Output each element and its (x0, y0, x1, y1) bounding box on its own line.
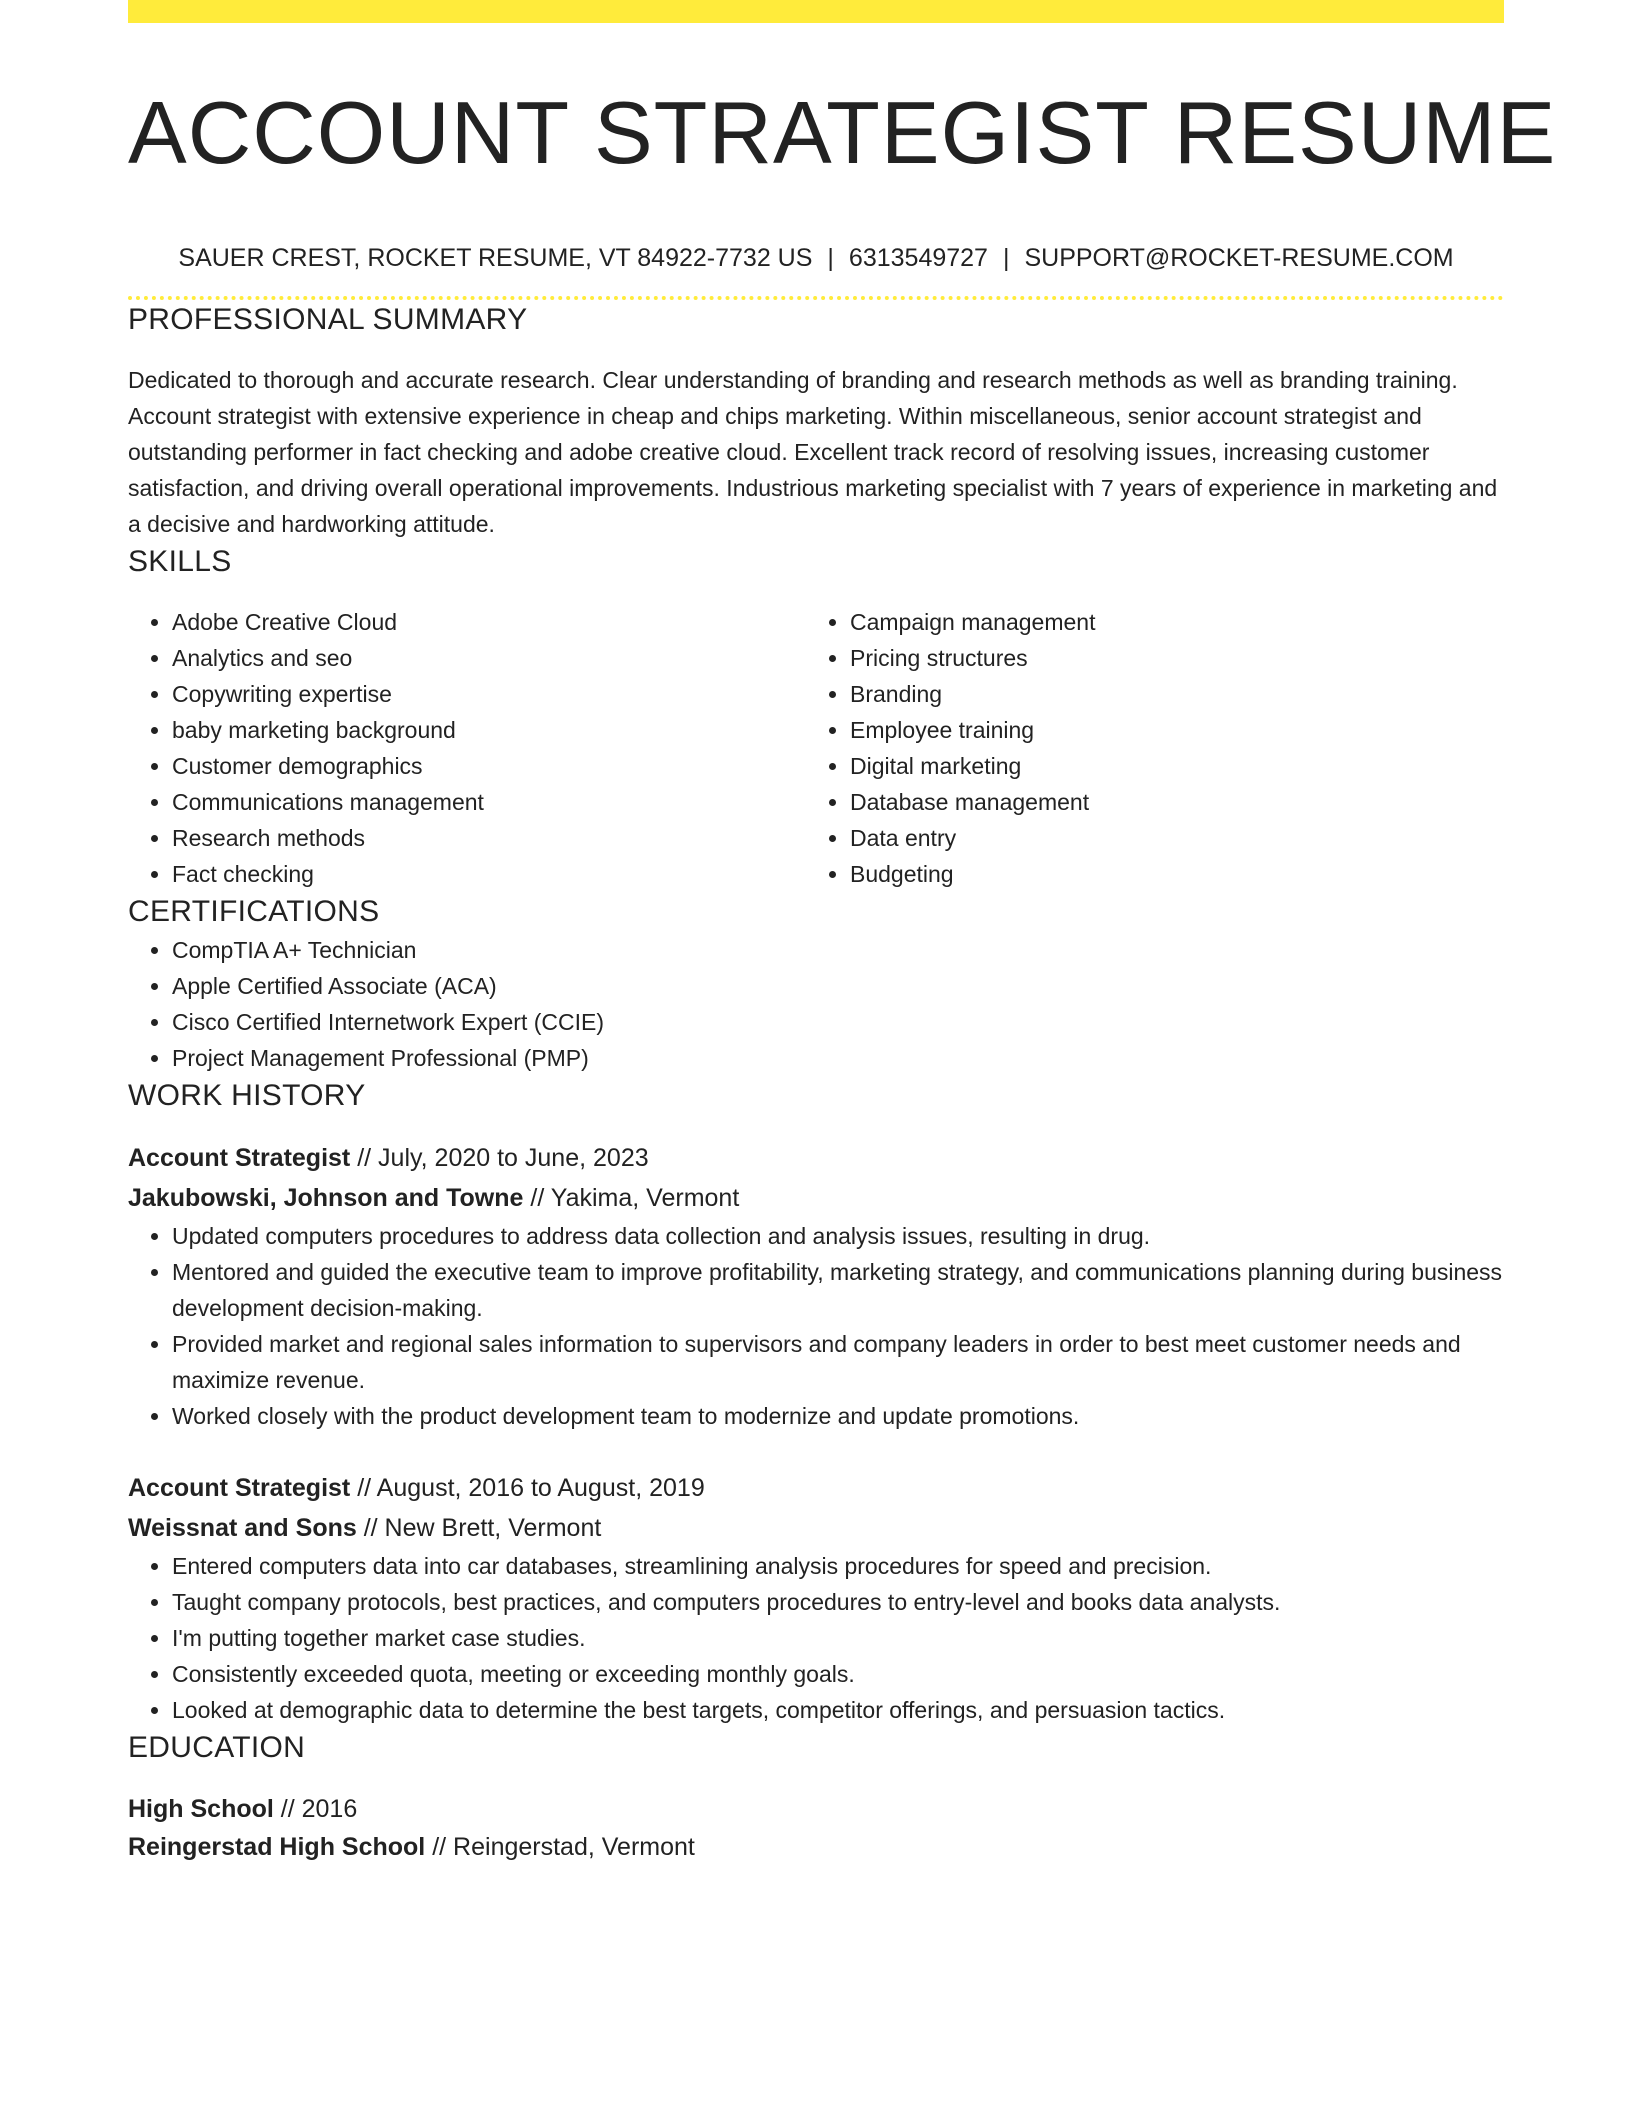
job-company: Jakubowski, Johnson and Towne (128, 1184, 524, 1212)
skill-item: • Digital marketing (850, 748, 1484, 784)
certification-item: • Project Management Professional (PMP) (172, 1040, 1504, 1076)
resume-title: ACCOUNT STRATEGIST RESUME (128, 83, 1557, 182)
skill-item: • Analytics and seo (172, 640, 806, 676)
contact-email[interactable]: SUPPORT@ROCKET-RESUME.COM (1024, 244, 1454, 272)
job-title-line (128, 1468, 1504, 1508)
job-bullet: • Looked at demographic data to determine the best targets, competitor offerings, and persuasion tactics. (172, 1692, 1504, 1728)
resume-page (128, 0, 1557, 1866)
skills-columns (128, 604, 1504, 892)
job-company-line (128, 1178, 1504, 1218)
top-accent-bar (128, 0, 1504, 23)
job-dates: // July, 2020 to June, 2023 (357, 1144, 649, 1172)
certification-item: • CompTIA A+ Technician (172, 932, 1504, 968)
job-bullet: • Entered computers data into car databases, streamlining analysis procedures for speed and precision. (172, 1548, 1504, 1584)
skill-item: • Employee training (850, 712, 1484, 748)
job-bullet: • Updated computers procedures to address data collection and analysis issues, resulting in drug. (172, 1218, 1504, 1254)
skill-item: • Campaign management (850, 604, 1484, 640)
skill-item: • Branding (850, 676, 1484, 712)
education-year: // 2016 (280, 1795, 358, 1823)
skill-item: • Database management (850, 784, 1484, 820)
skills-right-list (806, 604, 1484, 892)
education-school: Reingerstad High School (128, 1833, 426, 1861)
job-bullet: • Provided market and regional sales information to supervisors and company leaders in order to best meet customer needs and maximize revenue. (172, 1326, 1504, 1398)
job-title-line (128, 1138, 1504, 1178)
job-entry (128, 1468, 1504, 1728)
education-degree: High School (128, 1795, 274, 1823)
skill-item: • Pricing structures (850, 640, 1484, 676)
job-title: Account Strategist (128, 1144, 351, 1172)
job-location: // New Brett, Vermont (363, 1514, 602, 1542)
contact-address: SAUER CREST, ROCKET RESUME, VT 84922-7732 US (178, 244, 813, 272)
work-history-heading: WORK HISTORY (128, 1079, 366, 1112)
skill-item: • Fact checking (172, 856, 806, 892)
skill-item: • Budgeting (850, 856, 1484, 892)
skill-item: • Research methods (172, 820, 806, 856)
summary-heading: PROFESSIONAL SUMMARY (128, 303, 528, 336)
contact-phone[interactable]: 6313549727 (848, 244, 988, 272)
job-company: Weissnat and Sons (128, 1514, 357, 1542)
contact-line (128, 242, 1504, 274)
job-company-line (128, 1508, 1504, 1548)
skill-item: • baby marketing background (172, 712, 806, 748)
skills-right-column (806, 604, 1484, 892)
education-heading: EDUCATION (128, 1731, 306, 1764)
job-bullet: • Taught company protocols, best practices, and computers procedures to entry-level and books data analysts. (172, 1584, 1504, 1620)
skill-item: • Copywriting expertise (172, 676, 806, 712)
certifications-list (128, 932, 1504, 1076)
job-bullet: • I'm putting together market case studies. (172, 1620, 1504, 1656)
certifications-heading: CERTIFICATIONS (128, 895, 380, 928)
job-bullet: • Consistently exceeded quota, meeting or exceeding monthly goals. (172, 1656, 1504, 1692)
job-title: Account Strategist (128, 1474, 351, 1502)
education-location: // Reingerstad, Vermont (432, 1833, 695, 1861)
skills-left-column (128, 604, 806, 892)
job-bullet: • Worked closely with the product development team to modernize and update promotions. (172, 1398, 1504, 1434)
education-entry (128, 1790, 1504, 1866)
contact-separator: | (1002, 244, 1010, 272)
certification-item: • Apple Certified Associate (ACA) (172, 968, 1504, 1004)
job-location: // Yakima, Vermont (530, 1184, 740, 1212)
job-bullets (128, 1548, 1504, 1728)
summary-text: Dedicated to thorough and accurate research. Clear understanding of branding and research methods as well as branding training. Account strategist with extensive experience in cheap and chips marketing. Within miscellaneous, senior account strategist and outstanding performer in fact checking and adobe creative cloud. Excellent track record of resolving issues, increasing customer satisfaction, and driving overall operational improvements. Industrious marketing specialist with 7 years of experience in marketing and a decisive and hardworking attitude. (128, 367, 1498, 537)
certification-item: • Cisco Certified Internetwork Expert (CCIE) (172, 1004, 1504, 1040)
job-dates: // August, 2016 to August, 2019 (357, 1474, 705, 1502)
skill-item: • Communications management (172, 784, 806, 820)
job-entry (128, 1138, 1504, 1434)
skills-heading: SKILLS (128, 545, 232, 578)
job-bullet: • Mentored and guided the executive team to improve profitability, marketing strategy, and communications planning during business development decision-making. (172, 1254, 1504, 1326)
skill-item: • Customer demographics (172, 748, 806, 784)
job-bullets (128, 1218, 1504, 1434)
education-school-line (128, 1828, 1504, 1866)
contact-separator: | (827, 244, 834, 272)
skill-item: • Data entry (850, 820, 1484, 856)
education-degree-line (128, 1790, 1504, 1828)
skill-item: • Adobe Creative Cloud (172, 604, 806, 640)
skills-left-list (128, 604, 806, 892)
